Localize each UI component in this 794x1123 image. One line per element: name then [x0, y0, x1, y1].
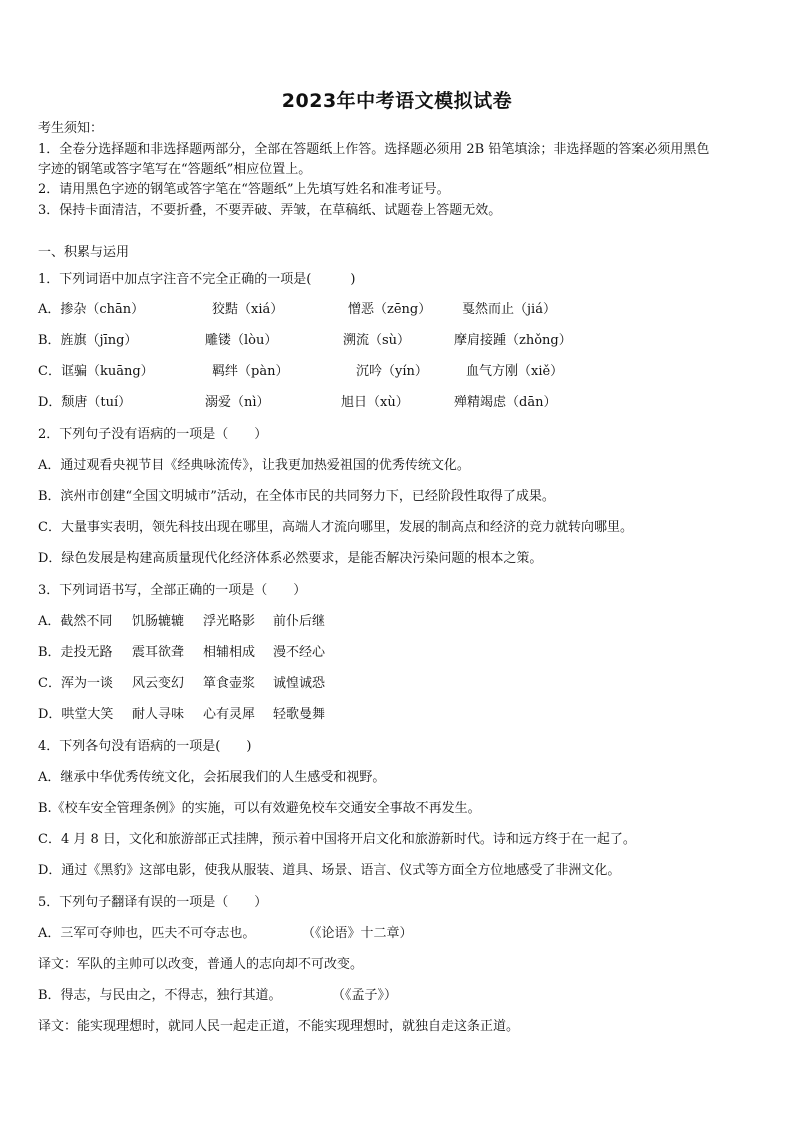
notice-item: 2．请用黑色字迹的钢笔或答字笔在“答题纸”上先填写姓名和准考证号。 [38, 182, 450, 197]
notice-heading: 考生须知： [38, 121, 104, 136]
question-2-option-d: D．绿色发展是构建高质量现代化经济体系必然要求，是能否解决污染问题的根本之策。 [38, 551, 543, 566]
question-2-stem: 2．下列句子没有语病的一项是（ ） [38, 427, 268, 442]
question-4-option-d: D．通过《黑豹》这部电影，使我从服装、道具、场景、语言、仪式等方面全方位地感受了非洲文化。 [38, 863, 621, 878]
question-4-option-b: B.《校车安全管理条例》的实施，可以有效避免校车交通安全事故不再发生。 [38, 801, 481, 816]
notice-item: 3．保持卡面清洁，不要折叠，不要弄破、弄皱，在草稿纸、试题卷上答题无效。 [38, 203, 502, 218]
question-4-option-a: A．继承中华优秀传统文化，会拓展我们的人生感受和视野。 [38, 770, 386, 785]
question-5-translation-a: 译文：军队的主帅可以改变，普通人的志向却不可改变。 [38, 957, 364, 972]
question-4-option-c: C．4 月 8 日，文化和旅游部正式挂牌，预示着中国将开启文化和旅游新时代。诗和远方终于在一起了。 [38, 832, 636, 847]
question-2-option-b: B．滨州市创建“全国文明城市”活动，在全体市民的共同努力下，已经阶段性取得了成果。 [38, 489, 555, 504]
notice-item: 1．全卷分选择题和非选择题两部分，全部在答题纸上作答。选择题必须用 2B 铅笔填涂；非选择题的答案必须用黑色 [38, 142, 710, 157]
question-2-option-c: C．大量事实表明，领先科技出现在哪里，高端人才流向哪里，发展的制高点和经济的竞力就转向哪里。 [38, 520, 633, 535]
question-3-stem: 3．下列词语书写，全部正确的一项是（ ） [38, 583, 307, 598]
section-heading: 一、积累与运用 [38, 245, 130, 260]
question-4-stem: 4．下列各句没有语病的一项是( ) [38, 739, 252, 754]
exam-title: 2023年中考语文模拟试卷 [281, 90, 513, 112]
question-5-translation-b: 译文：能实现理想时，就同人民一起走正道，不能实现理想时，就独自走这条正道。 [38, 1019, 520, 1034]
question-2-option-a: A．通过观看央视节目《经典咏流传》，让我更加热爱祖国的优秀传统文化。 [38, 458, 470, 473]
question-5-stem: 5．下列句子翻译有误的一项是（ ） [38, 895, 268, 910]
notice-item: 字迹的钢笔或答字笔写在“答题纸”相应位置上。 [38, 162, 312, 177]
question-1-stem: 1．下列词语中加点字注音不完全正确的一项是( ) [38, 272, 356, 287]
exam-page: 2023年中考语文模拟试卷 考生须知： 1．全卷分选择题和非选择题两部分，全部在答题纸上作答。选择题必须用 2B 铅笔填涂；非选择题的答案必须用黑色 字迹的钢笔或答字笔写在“答题纸”相应位置上。 2．请用黑色字迹的钢笔或答字笔在“答题纸”上先填写姓名和准考证号。 3．保持卡面清洁，不要折叠，不要弄破、弄皱，在草稿纸、试题卷上答题无效。 一、积累与运用 1．下列词语中加点字注音不完全正确的一项是( ) A．掺杂（chān） 狡黠（xiá） 憎恶（zēng） 戛然而止（jiá） B．旌旗（jīng） 雕镂（lòu） 溯流（sù） 摩肩接踵（zhǒng） C．诓骗（kuāng） 羁绊（pàn） 沉吟（yín） 血气方刚（xiě） D．颓唐（tuí） 溺爱（nì） 旭日（xù） 殚精竭虑（dān） 2．下列句子没有语病的一项是（ ） A．通过观看央视节目《经典咏流传》，让我更加热爱祖国的优秀传统文化。 B．滨州市创建“全国文明城市”活动，在全体市民的共同努力下，已经阶段性取得了成果。 C．大量事实表明，领先科技出现在哪里，高端人才流向哪里，发展的制高点和经济的竞力就转向哪里。 D．绿色发展是构建高质量现代化经济体系必然要求，是能否解决污染问题的根本之策。 3．下列词语书写，全部正确的一项是（ ） A．截然不同 饥肠辘辘 浮光略影 前仆后继 B．走投无路 震耳欲聋 相辅相成 漫不经心 C．浑为一谈 风云变幻 箪食壶浆 诚惶诚恐 D．哄堂大笑 耐人寻味 心有灵犀 轻歌曼舞 4．下列各句没有语病的一项是( ) A．继承中华优秀传统文化，会拓展我们的人生感受和视野。 B.《校车安全管理条例》的实施，可以有效避免校车交通安全事故不再发生。 C．4 月 8 日，文化和旅游部正式挂牌，预示着中国将开启文化和旅游新时代。诗和远方终于在一起了。 D．通过《黑豹》这部电影，使我从服装、道具、场景、语言、仪式等方面全方位地感受了非洲文化。 5．下列句子翻译有误的一项是（ ） A．三军可夺帅也，匹夫不可夺志也。 （《论语》十二章） 译文：军队的主帅可以改变，普通人的志向却不可改变。 B．得志，与民由之，不得志，独行其道。 （《孟子》） 译文：能实现理想时，就同人民一起走正道，不能实现理想时，就独自走这条正道。 [0, 0, 794, 1123]
